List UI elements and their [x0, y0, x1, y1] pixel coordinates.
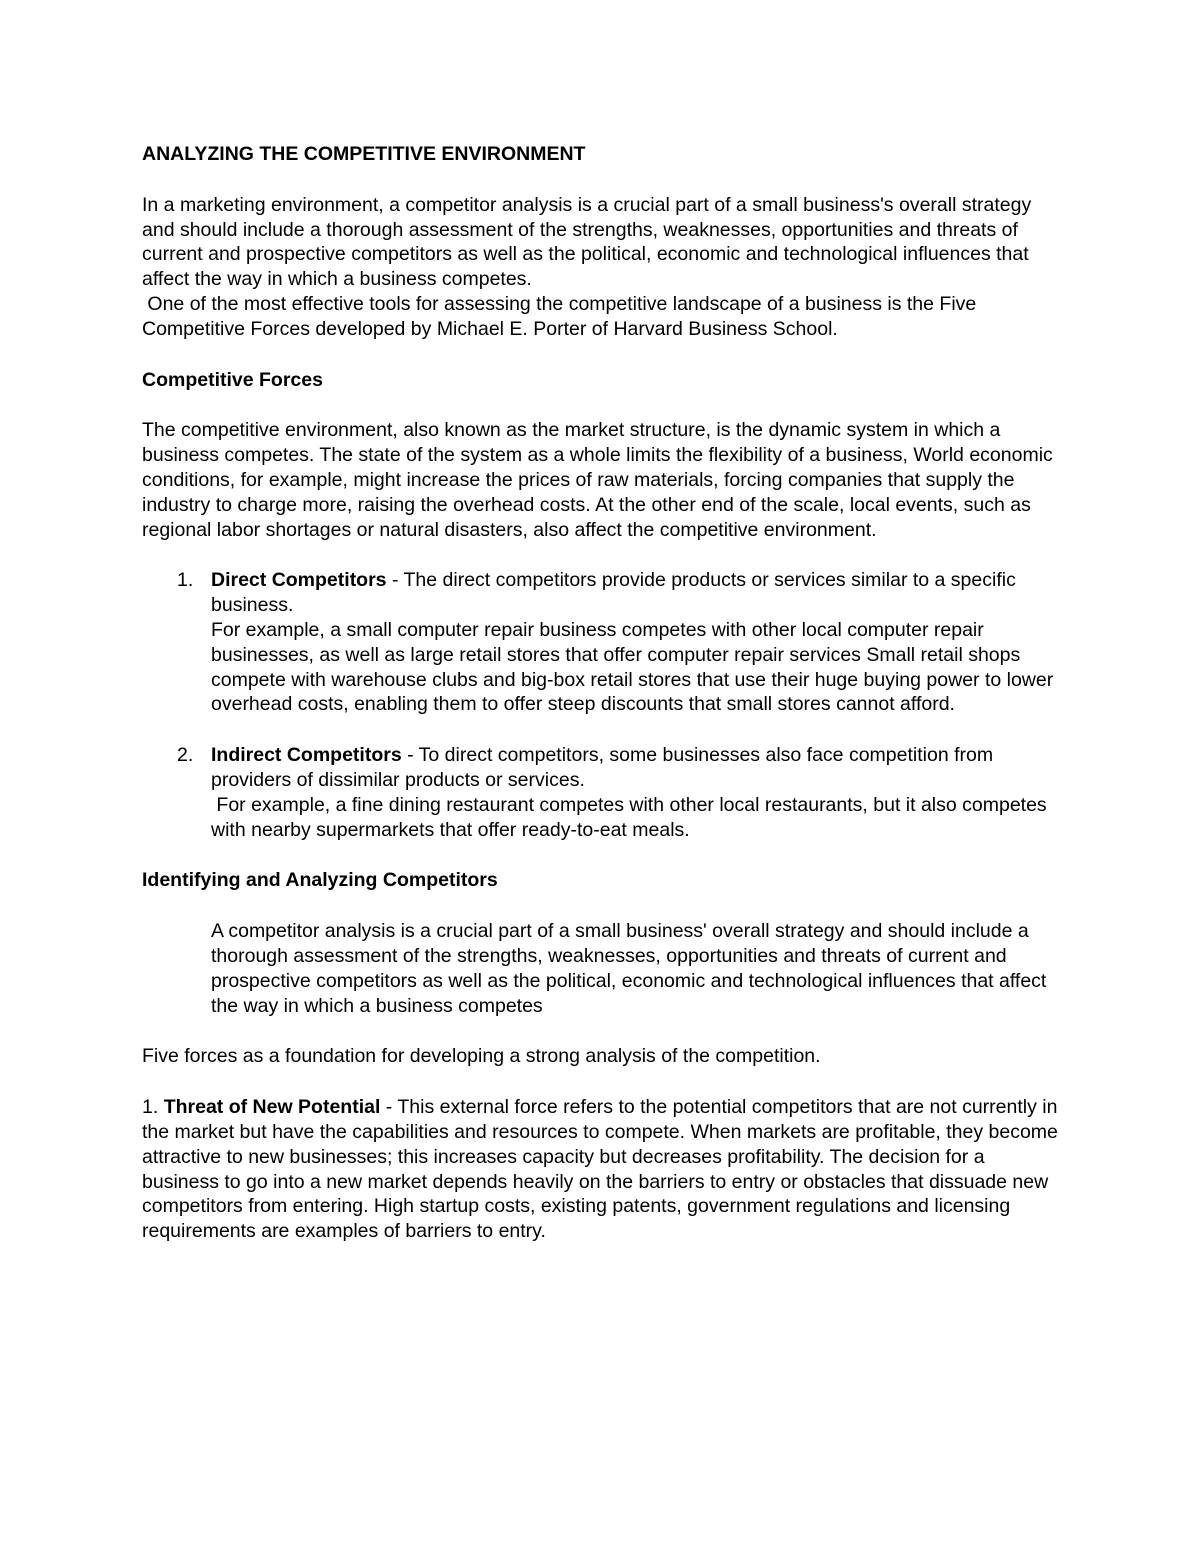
document-title: ANALYZING THE COMPETITIVE ENVIRONMENT	[142, 143, 586, 165]
list-item-number: 1.	[177, 569, 194, 592]
list-item-term: Direct Competitors	[211, 569, 387, 592]
indented-analysis-paragraph: A competitor analysis is a crucial part of a small business' overall strategy and should include a thorough assessment of the strengths, weaknesses, opportunities and threats of current and prospective competitors as well as the political, economic and technological influences that affect the way in which a business competes	[211, 920, 1047, 1017]
list-item-term: Indirect Competitors	[211, 744, 402, 767]
competitive-forces-paragraph: The competitive environment, also known as the market structure, is the dynamic system in which a business competes. The state of the system as a whole limits the flexibility of a business, World economic conditions, for example, might increase the prices of raw materials, forcing companies that supply the industry to charge more, raising the overhead costs. At the other end of the scale, local events, such as regional labor shortages or natural disasters, also affect the competitive environment.	[142, 419, 1053, 541]
force-term: Threat of New Potential	[163, 1096, 381, 1119]
intro-paragraph-2: One of the most effective tools for assessing the competitive landscape of a business is the Five Competitive Forces developed by Michael E. Porter of Harvard Business School.	[142, 292, 982, 340]
force-paragraph	[142, 1095, 1062, 1244]
list-item-definition: - The direct competitors provide products or services similar to a specific business.	[211, 569, 1016, 617]
list-item-number: 2.	[177, 744, 194, 767]
intro-paragraph: In a marketing environment, a competitor analysis is a crucial part of a small business's overall strategy and should include a thorough assessment of the strengths, weaknesses, opportunities and threats of current and prospective competitors as well as the political, economic and technological influences that affect the way in which a business competes.	[142, 193, 1032, 291]
section-heading-competitive-forces: Competitive Forces	[142, 368, 323, 391]
force-text: - This external force refers to the potential competitors that are not currently in the market but have the capabilities and resources to compete. When markets are profitable, they become attractive to new businesses; this increases capacity but decreases profitability. The decision for a business to go into a new market depends heavily on the barriers to entry or obstacles that dissuade new competitors from entering. High startup costs, existing patents, government regulations and licensing requirements are examples of barriers to entry.	[142, 1096, 1064, 1243]
list-item	[142, 568, 1062, 717]
competitor-types-list	[142, 568, 1062, 842]
section-heading-identifying-competitors: Identifying and Analyzing Competitors	[142, 869, 498, 892]
document-page	[142, 142, 1062, 1244]
list-item-example: For example, a fine dining restaurant competes with other local restaurants, but it also competes with nearby supermarkets that offer ready-to-eat meals.	[211, 793, 1053, 841]
list-item	[142, 743, 1062, 842]
force-number: 1.	[142, 1096, 164, 1119]
five-forces-line: Five forces as a foundation for developing a strong analysis of the competition.	[142, 1045, 821, 1068]
list-item-definition: - To direct competitors, some businesses also face competition from providers of dissimilar products or services.	[211, 744, 994, 791]
list-item-example: For example, a small computer repair business competes with other local computer repair businesses, as well as large retail stores that offer computer repair services Small retail shops compete with warehouse clubs and big-box retail stores that use their huge buying power to lower overhead costs, enabling them to offer steep discounts that small stores cannot afford.	[211, 618, 1059, 716]
